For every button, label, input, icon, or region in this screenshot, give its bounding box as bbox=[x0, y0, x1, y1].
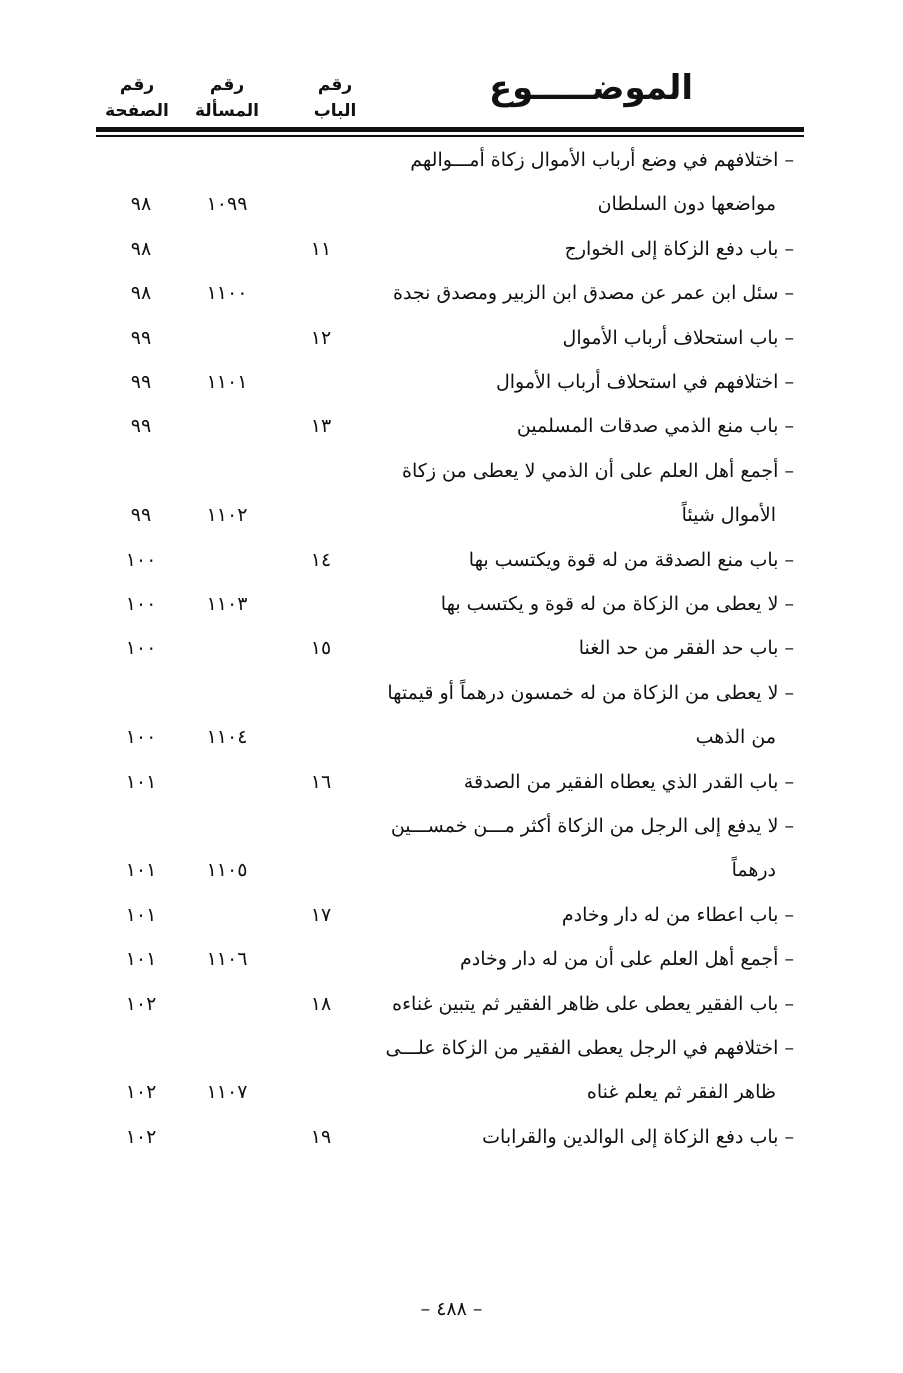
index-row bbox=[96, 897, 804, 933]
index-row bbox=[96, 1119, 804, 1155]
index-row bbox=[96, 408, 804, 444]
index-row bbox=[96, 364, 804, 400]
page-number-header bbox=[92, 72, 182, 124]
page-number: ٩٩ bbox=[130, 371, 152, 393]
index-row bbox=[96, 719, 804, 755]
chapter-number: ١٤ bbox=[310, 548, 332, 571]
index-row bbox=[96, 675, 804, 711]
issue-number: ١١٠٤ bbox=[206, 726, 248, 749]
issue-number: ١١٠٣ bbox=[206, 593, 248, 615]
chapter-number: ١٨ bbox=[310, 992, 332, 1015]
page-number: ١٠١ bbox=[125, 903, 157, 926]
index-topic: من الذهب bbox=[695, 726, 776, 749]
page-number: ٩٩ bbox=[130, 415, 152, 438]
chapter-number: ١٧ bbox=[310, 903, 332, 926]
index-topic: – لا يدفع إلى الرجل من الزكاة أكثر مـــن خمســـين bbox=[390, 815, 794, 837]
index-row bbox=[96, 497, 804, 533]
index-row bbox=[96, 630, 804, 666]
page-number: ٩٩ bbox=[130, 326, 152, 349]
chapter-number: ١٦ bbox=[310, 770, 332, 793]
index-topic: – باب منع الصدقة من له قوة ويكتسب بها bbox=[468, 548, 794, 571]
page-number: ٩٨ bbox=[130, 282, 152, 305]
chapter-number: ١١ bbox=[310, 237, 332, 260]
chapter-number-header bbox=[290, 72, 380, 124]
page-header-line1: رقم bbox=[119, 75, 155, 95]
index-topic: – باب استحلاف أرباب الأموال bbox=[562, 326, 794, 349]
index-row bbox=[96, 1074, 804, 1110]
index-topic: الأموال شيئاً bbox=[681, 504, 776, 527]
index-topic: – باب حد الفقر من حد الغنا bbox=[578, 637, 794, 660]
header-rule-thick bbox=[96, 127, 804, 132]
page-number: ١٠٠ bbox=[125, 548, 157, 571]
issue-number-header bbox=[182, 72, 272, 124]
index-row bbox=[96, 186, 804, 222]
index-topic: – اختلافهم في استحلاف أرباب الأموال bbox=[495, 371, 794, 393]
issue-number: ١٠٩٩ bbox=[206, 193, 248, 216]
page-number: ١٠١ bbox=[125, 770, 157, 793]
index-topic: – باب منع الذمي صدقات المسلمين bbox=[516, 415, 794, 438]
page-header-line2: الصفحة bbox=[105, 101, 169, 121]
index-topic: – لا يعطى من الزكاة من له قوة و يكتسب بها bbox=[440, 593, 794, 615]
page-number: ٩٨ bbox=[130, 237, 152, 260]
index-topic: مواضعها دون السلطان bbox=[597, 193, 776, 216]
index-topic: – باب اعطاء من له دار وخادم bbox=[561, 903, 794, 926]
index-topic: – باب الفقير يعطى على ظاهر الفقير ثم يتبين غناءه bbox=[392, 992, 794, 1015]
page-number: ١٠٢ bbox=[125, 992, 157, 1015]
page-number: ١٠٢ bbox=[125, 1125, 157, 1148]
index-topic: – أجمع أهل العلم على أن الذمي لا يعطى من زكاة bbox=[402, 459, 794, 482]
chapter-number: ١٥ bbox=[310, 637, 332, 660]
index-topic: – باب القدر الذي يعطاه الفقير من الصدقة bbox=[463, 770, 794, 793]
chapter-number: ١٣ bbox=[310, 415, 332, 438]
issue-number: ١١٠٠ bbox=[206, 282, 248, 305]
index-row bbox=[96, 231, 804, 267]
issue-number: ١١٠٥ bbox=[206, 859, 248, 882]
chapter-header-line1: رقم bbox=[317, 75, 353, 95]
issue-number: ١١٠١ bbox=[206, 371, 248, 393]
chapter-number: ١٢ bbox=[310, 326, 332, 349]
page-number: ١٠١ bbox=[125, 859, 157, 882]
page-number: ١٠٠ bbox=[125, 726, 157, 749]
topic-header: الموضـــــوع bbox=[488, 68, 693, 108]
index-row bbox=[96, 986, 804, 1022]
index-topic: – باب دفع الزكاة إلى الخوارج bbox=[564, 237, 794, 260]
index-row bbox=[96, 542, 804, 578]
issue-header-line1: رقم bbox=[209, 75, 245, 95]
page-number: ١٠١ bbox=[125, 948, 157, 971]
index-row bbox=[96, 453, 804, 489]
issue-number: ١١٠٧ bbox=[206, 1081, 248, 1104]
index-topic: – أجمع أهل العلم على أن من له دار وخادم bbox=[460, 948, 794, 971]
index-topic: درهماً bbox=[731, 859, 776, 882]
index-row bbox=[96, 586, 804, 622]
issue-number: ١١٠٢ bbox=[206, 504, 248, 527]
index-row bbox=[96, 764, 804, 800]
index-topic: – لا يعطى من الزكاة من له خمسون درهماً أو قيمتها bbox=[387, 681, 794, 704]
page-number: ١٠٢ bbox=[125, 1081, 157, 1104]
page-number: ٩٨ bbox=[130, 193, 152, 216]
header-rule-thin bbox=[96, 135, 804, 137]
index-topic: ظاهر الفقر ثم يعلم غناه bbox=[586, 1081, 776, 1104]
index-row bbox=[96, 808, 804, 844]
index-row bbox=[96, 1030, 804, 1066]
issue-header-line2: المسألة bbox=[195, 101, 259, 121]
index-topic: – سئل ابن عمر عن مصدق ابن الزبير ومصدق نجدة bbox=[392, 282, 794, 305]
page-number: ٩٩ bbox=[130, 504, 152, 527]
index-topic: – اختلافهم في وضع أرباب الأموال زكاة أمـــوالهم bbox=[410, 149, 794, 171]
issue-number: ١١٠٦ bbox=[206, 948, 248, 971]
chapter-number: ١٩ bbox=[310, 1125, 332, 1148]
page-footer-number: – ٤٨٨ – bbox=[420, 1298, 483, 1320]
index-topic: – باب دفع الزكاة إلى الوالدين والقرابات bbox=[482, 1125, 794, 1148]
index-topic: – اختلافهم في الرجل يعطى الفقير من الزكاة علـــى bbox=[385, 1037, 794, 1059]
index-row bbox=[96, 320, 804, 356]
page-number: ١٠٠ bbox=[125, 637, 157, 660]
index-row bbox=[96, 941, 804, 977]
index-row bbox=[96, 275, 804, 311]
chapter-header-line2: الباب bbox=[313, 101, 357, 121]
page-number: ١٠٠ bbox=[125, 593, 157, 615]
index-row bbox=[96, 142, 804, 178]
index-row bbox=[96, 852, 804, 888]
